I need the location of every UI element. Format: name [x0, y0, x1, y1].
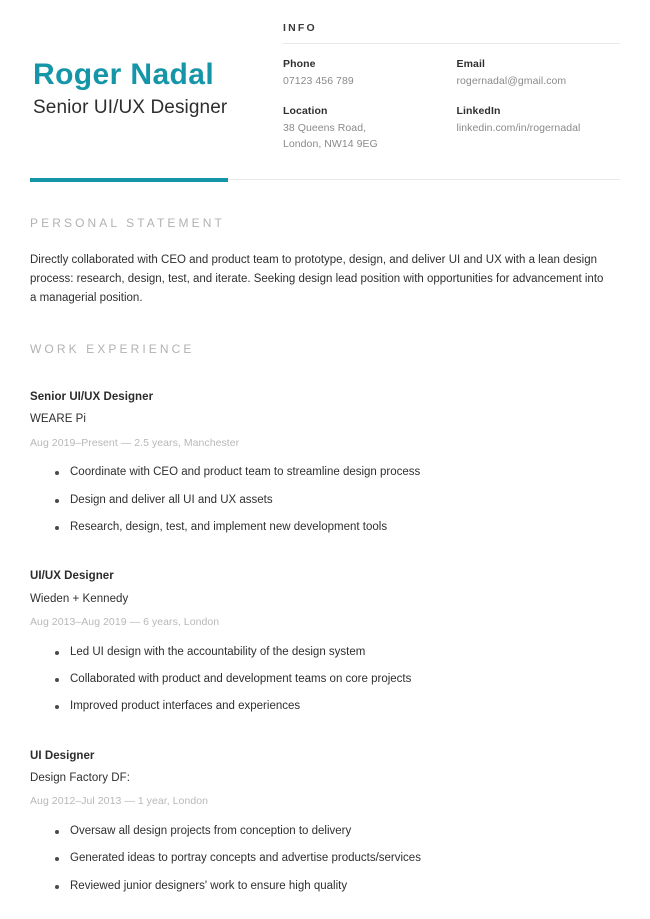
experience-item — [30, 721, 620, 900]
info-field-email — [457, 57, 621, 91]
personal-statement-body: Directly collaborated with CEO and product team to prototype, design, and deliver UI and UX with a lean design process: research, design, test, and iterate. Seeking design lead position with opportunities for advancement into a managerial position. — [30, 254, 604, 305]
job-bullet: Reviewed junior designers' work to ensure high quality — [30, 873, 620, 900]
info-grid — [283, 44, 620, 152]
info-label-linkedin: LinkedIn — [456, 105, 501, 117]
candidate-headline: Senior UI/UX Designer — [33, 96, 228, 118]
job-company: Design Factory DF: — [30, 772, 130, 785]
info-value-phone — [283, 73, 447, 89]
job-bullet: Improved product interfaces and experiences — [30, 693, 620, 720]
section-work-experience — [30, 308, 620, 900]
job-title: UI/UX Designer — [30, 570, 114, 583]
job-meta: Aug 2013–Aug 2019 — 6 years, London — [30, 616, 220, 629]
section-personal-statement — [30, 182, 620, 308]
info-label-location: Location — [283, 105, 328, 117]
job-title: UI Designer — [30, 749, 95, 762]
info-value-linkedin — [457, 120, 621, 136]
job-bullet: Research, design, test, and implement new development tools — [30, 514, 620, 541]
info-section-title: INFO — [283, 22, 317, 34]
info-value-line: 38 Queens Road, — [283, 121, 367, 134]
divider-accent-bar — [30, 178, 228, 182]
job-bullet: Led UI design with the accountability of the design system — [30, 639, 620, 666]
info-value-email — [457, 73, 621, 89]
accent-divider — [30, 178, 620, 182]
section-heading-personal-statement: PERSONAL STATEMENT — [30, 216, 225, 230]
info-value-location — [283, 120, 447, 153]
job-bullet: Oversaw all design projects from conception to delivery — [30, 818, 620, 845]
info-value-line: London, NW14 9EG — [283, 138, 378, 151]
info-label-phone: Phone — [283, 58, 316, 70]
job-bullet: Design and deliver all UI and UX assets — [30, 487, 620, 514]
info-value-line[interactable]: linkedin.com/in/rogernadal — [456, 121, 581, 134]
job-bullet-list — [30, 631, 620, 721]
experience-list — [30, 357, 620, 900]
info-value-line[interactable]: rogernadal@gmail.com — [456, 74, 567, 87]
job-company: WEARE Pi — [30, 413, 86, 426]
job-bullet: Generated ideas to portray concepts and advertise products/services — [30, 845, 620, 872]
experience-item — [30, 541, 620, 720]
section-heading-work-experience: WORK EXPERIENCE — [30, 342, 195, 357]
candidate-name: Roger Nadal — [33, 58, 215, 91]
info-field-phone — [283, 57, 447, 91]
info-field-linkedin — [457, 104, 621, 152]
info-label-email: Email — [456, 58, 486, 70]
job-bullet-list — [30, 810, 620, 900]
resume-content — [0, 182, 650, 900]
identity-block — [0, 0, 283, 120]
experience-item — [30, 375, 620, 541]
job-bullet: Collaborated with product and development teams on core projects — [30, 666, 620, 693]
info-panel — [283, 0, 650, 152]
job-company: Wieden + Kennedy — [30, 592, 129, 605]
info-field-location — [283, 104, 447, 152]
info-value-line: 07123 456 789 — [283, 74, 354, 87]
job-meta: Aug 2019–Present — 2.5 years, Manchester — [30, 436, 240, 449]
job-meta: Aug 2012–Jul 2013 — 1 year, London — [30, 795, 209, 808]
job-bullet-list — [30, 451, 620, 541]
job-title: Senior UI/UX Designer — [30, 390, 154, 403]
resume-header — [0, 0, 650, 170]
job-bullet: Coordinate with CEO and product team to streamline design process — [30, 459, 620, 486]
